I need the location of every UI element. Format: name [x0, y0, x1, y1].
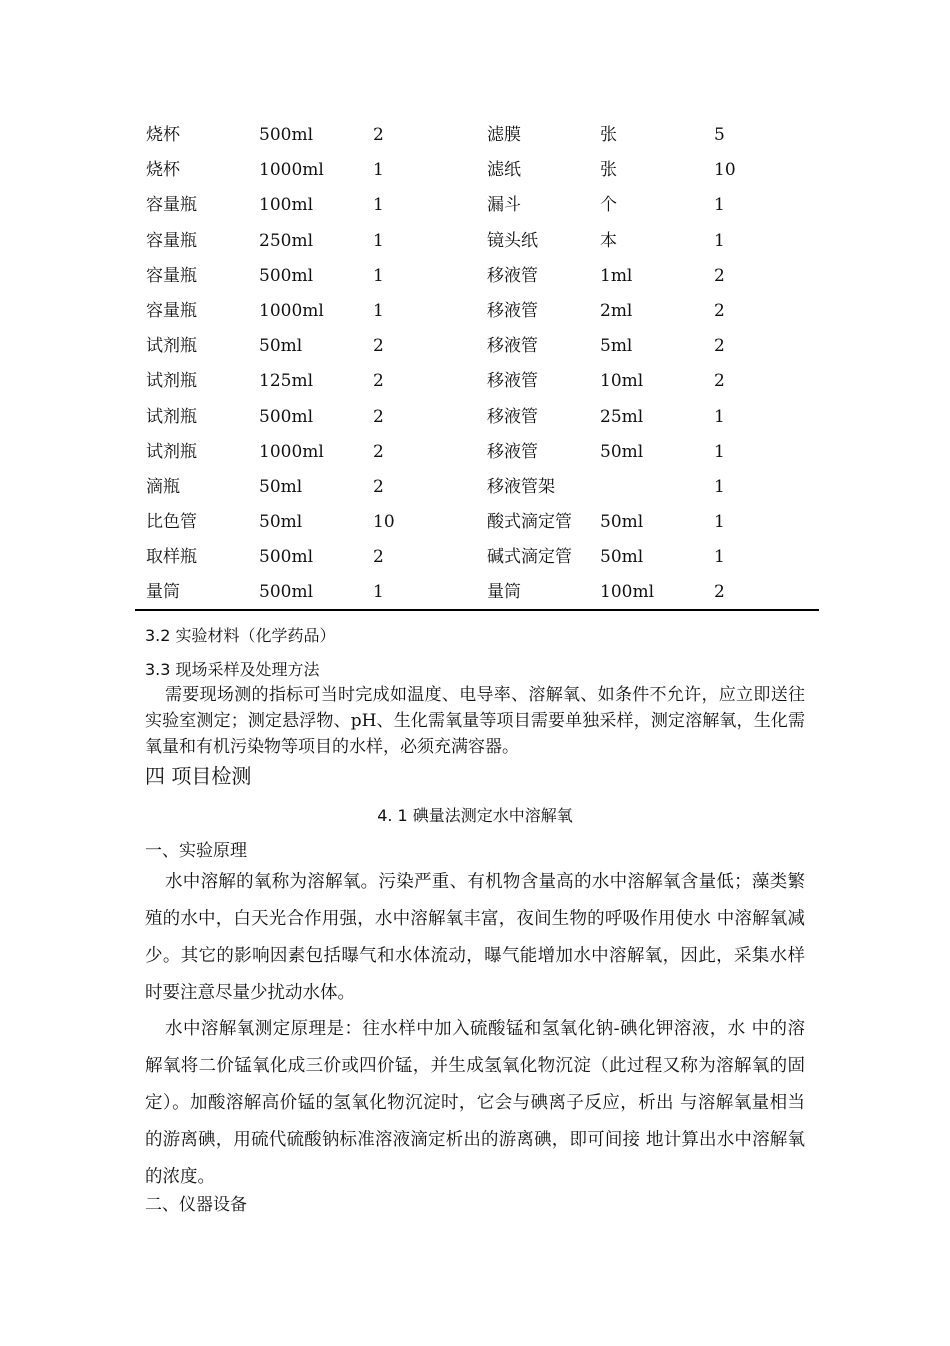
table-cell: 移液管	[487, 265, 538, 286]
section-3-3-paragraph: 需要现场测的指标可当时完成如温度、电导率、溶解氧、如条件不允许，应立即送往实验室测定；测定悬浮物、pH、生化需氧量等项目需要单独采样，测定溶解氧，生化需氧量和有机污染物等项目的水样，必须充满容器。	[145, 685, 805, 757]
principle-paragraph-2: 水中溶解氧测定原理是：往水样中加入硫酸锰和氢氧化钠-碘化钾溶液，水 中的溶解氧将二价锰氧化成三价或四价锰，并生成氢氧化物沉淀（此过程又称为溶解氧的固定）。加酸溶解高价锰的氢氧化物沉淀时，它会与碘离子反应，析出 与溶解氧量相当的游离碘，用硫代硫酸钠标准溶液滴定析出的游离碘，即可间接 地计算出水中溶解氧的浓度。	[145, 1019, 805, 1187]
table-cell: 试剂瓶	[146, 371, 197, 392]
table-row	[135, 259, 819, 294]
table-cell: 500ml	[259, 406, 314, 427]
table-cell: 2	[714, 265, 725, 286]
table-cell: 2	[373, 336, 384, 357]
table-cell: 500ml	[259, 125, 314, 145]
principle-heading: 一、实验原理	[145, 841, 247, 861]
table-cell: 2	[373, 547, 384, 568]
table-cell: 10	[373, 512, 395, 533]
table-cell: 1	[714, 230, 725, 251]
table-cell: 移液管	[487, 300, 538, 321]
table-cell: 1	[714, 195, 725, 216]
table-cell: 1	[373, 195, 384, 216]
table-cell: 50ml	[600, 512, 644, 533]
table-cell: 50ml	[259, 512, 303, 533]
table-row	[135, 575, 819, 610]
table-cell: 1	[714, 406, 725, 427]
table-cell: 张	[600, 125, 617, 145]
table-cell: 容量瓶	[146, 265, 197, 286]
table-cell: 5	[714, 125, 725, 145]
table-cell: 1	[714, 512, 725, 533]
table-cell: 1	[373, 160, 384, 181]
table-cell: 镜头纸	[487, 230, 538, 251]
table-row	[135, 505, 819, 540]
table-row	[135, 118, 819, 153]
table-cell: 1	[373, 230, 384, 251]
table-row	[135, 435, 819, 470]
table-cell: 2	[373, 406, 384, 427]
table-cell: 2	[373, 371, 384, 392]
principle-paragraph-1: 水中溶解的氧称为溶解氧。污染严重、有机物含量高的水中溶解氧含量低；藻类繁殖的水中，白天光合作用强，水中溶解氧丰富，夜间生物的呼吸作用使水 中溶解氧减少。其它的影响因素包括曝气和水体流动，曝气能增加水中溶解氧，因此，采集水样时要注意尽量少扰动水体。	[145, 872, 805, 1003]
table-cell: 2	[714, 300, 725, 321]
table-row	[135, 470, 819, 505]
table-cell: 1	[373, 582, 384, 603]
table-cell: 2	[714, 371, 725, 392]
table-cell: 2	[373, 476, 384, 497]
section-4-1-title: 4. 1 碘量法测定水中溶解氧	[377, 806, 573, 825]
table-cell: 容量瓶	[146, 300, 197, 321]
section-3-3-heading: 3.3 现场采样及处理方法	[145, 660, 320, 679]
table-cell: 移液管	[487, 336, 538, 357]
table-cell: 500ml	[259, 265, 314, 286]
table-cell: 1000ml	[259, 441, 324, 462]
table-cell: 本	[600, 230, 617, 251]
table-cell: 移液管	[487, 441, 538, 462]
table-cell: 10ml	[600, 371, 644, 392]
table-cell: 1ml	[600, 265, 633, 286]
table-row	[135, 364, 819, 399]
table-cell: 张	[600, 160, 617, 181]
table-cell: 100ml	[600, 582, 655, 603]
table-row	[135, 294, 819, 329]
table-bottom-rule	[135, 609, 819, 611]
table-cell: 2	[373, 125, 384, 145]
table-cell: 试剂瓶	[146, 336, 197, 357]
table-cell: 碱式滴定管	[487, 547, 572, 568]
table-cell: 取样瓶	[146, 547, 197, 568]
table-cell: 1	[373, 265, 384, 286]
equipment-heading: 二、仪器设备	[145, 1195, 247, 1215]
table-cell: 50ml	[600, 547, 644, 568]
table-cell: 滴瓶	[146, 476, 180, 497]
table-row	[135, 224, 819, 259]
table-cell: 烧杯	[146, 160, 180, 181]
table-cell: 1	[714, 547, 725, 568]
table-cell: 100ml	[259, 195, 314, 216]
table-cell: 移液管架	[487, 476, 555, 497]
table-cell: 2ml	[600, 300, 633, 321]
table-cell: 5ml	[600, 336, 633, 357]
table-cell: 2	[714, 582, 725, 603]
table-cell: 酸式滴定管	[487, 512, 572, 533]
table-cell: 2	[714, 336, 725, 357]
table-cell: 1000ml	[259, 160, 324, 181]
table-cell: 1	[714, 441, 725, 462]
table-cell: 1000ml	[259, 300, 324, 321]
chapter-4-heading: 四 项目检测	[145, 764, 252, 788]
table-row	[135, 153, 819, 188]
table-cell: 烧杯	[146, 125, 180, 145]
table-row	[135, 188, 819, 223]
equipment-table	[135, 118, 819, 611]
table-row	[135, 540, 819, 575]
table-cell: 50ml	[600, 441, 644, 462]
table-cell: 滤纸	[487, 160, 521, 181]
table-cell: 移液管	[487, 406, 538, 427]
table-cell: 量筒	[146, 582, 180, 603]
table-cell: 试剂瓶	[146, 406, 197, 427]
table-cell: 2	[373, 441, 384, 462]
table-row	[135, 400, 819, 435]
table-cell: 试剂瓶	[146, 441, 197, 462]
table-cell: 容量瓶	[146, 230, 197, 251]
table-cell: 容量瓶	[146, 195, 197, 216]
table-cell: 个	[600, 195, 617, 216]
table-cell: 比色管	[146, 512, 197, 533]
table-cell: 250ml	[259, 230, 314, 251]
table-cell: 移液管	[487, 371, 538, 392]
table-cell: 滤膜	[487, 125, 521, 145]
table-cell: 1	[373, 300, 384, 321]
table-cell: 25ml	[600, 406, 644, 427]
section-3-2-heading: 3.2 实验材料（化学药品）	[145, 626, 336, 645]
table-cell: 125ml	[259, 371, 314, 392]
table-cell: 500ml	[259, 547, 314, 568]
table-cell: 50ml	[259, 476, 303, 497]
table-cell: 漏斗	[487, 195, 521, 216]
table-cell: 10	[714, 160, 736, 181]
table-cell: 量筒	[487, 582, 521, 603]
table-cell: 1	[714, 476, 725, 497]
table-cell: 50ml	[259, 336, 303, 357]
table-row	[135, 329, 819, 364]
table-cell: 500ml	[259, 582, 314, 603]
